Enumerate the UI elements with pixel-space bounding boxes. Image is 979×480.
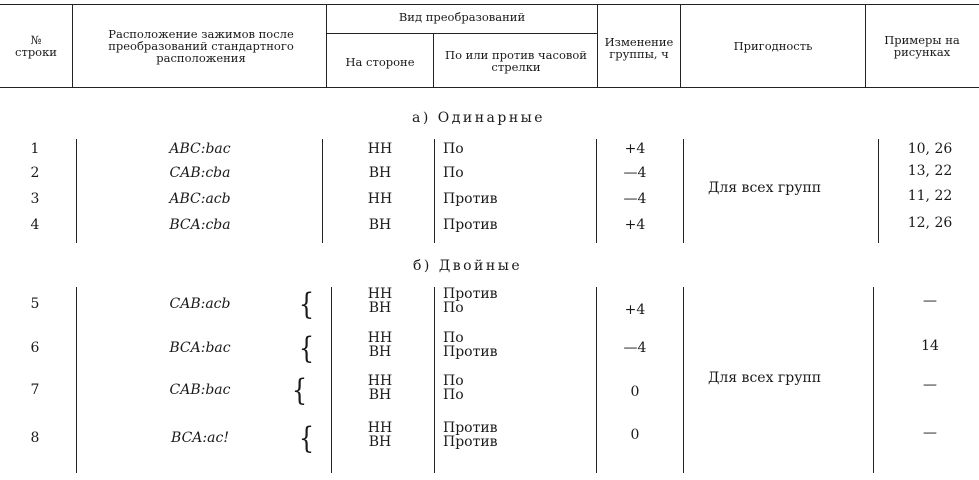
header-examples: Примеры на рисунках	[884, 33, 960, 59]
single-sep-5	[683, 139, 684, 243]
group-change: +4	[624, 302, 646, 318]
arrangement: ABC:bac	[169, 141, 231, 157]
section-single-title: а) Одинарные	[412, 110, 546, 126]
section-double-title: б) Двойные	[413, 258, 523, 274]
examples: 14	[921, 338, 939, 354]
arrangement: BCA:bac	[169, 340, 231, 356]
arrangement: BCA:ac!	[171, 430, 229, 446]
group-change: +4	[624, 217, 646, 233]
row-no: 2	[30, 165, 40, 181]
group-change: 0	[630, 427, 640, 443]
examples: 11, 22	[907, 188, 953, 204]
arrangement: ABC:acb	[169, 191, 231, 207]
side-2: ВН	[368, 434, 392, 450]
group-change: —4	[623, 191, 647, 207]
direction: По	[443, 141, 464, 157]
direction-1: Против	[443, 420, 498, 436]
arrangement: BCA:cba	[169, 217, 231, 233]
suitability-single: Для всех групп	[708, 180, 822, 196]
double-sep-2	[331, 287, 332, 473]
row-no: 5	[30, 296, 40, 312]
examples: —	[923, 293, 937, 309]
double-sep-4	[596, 287, 597, 473]
brace-icon: {	[298, 287, 315, 322]
single-sep-2	[322, 139, 323, 243]
header-sep-6	[865, 4, 866, 87]
group-change: —4	[623, 165, 647, 181]
single-sep-6	[878, 139, 879, 243]
side: ВН	[368, 165, 392, 181]
header-suitability: Пригодность	[733, 39, 813, 53]
direction-2: По	[443, 387, 464, 403]
side: ВН	[368, 217, 392, 233]
row-no: 3	[30, 191, 40, 207]
double-sep-6	[873, 287, 874, 473]
header-top-rule	[0, 4, 979, 5]
header-arrangement: Расположение зажимов после преобразований стандартного расположения	[108, 27, 294, 65]
single-sep-3	[434, 139, 435, 243]
double-sep-3	[434, 287, 435, 473]
header-row-no: № строки	[15, 33, 57, 59]
header-on-side: На стороне	[345, 55, 415, 69]
brace-icon: {	[291, 373, 308, 408]
examples: 10, 26	[907, 141, 953, 157]
side-1: НН	[367, 330, 393, 346]
direction-1: Против	[443, 286, 498, 302]
single-sep-1	[76, 139, 77, 243]
arrangement: CAB:cba	[169, 165, 231, 181]
brace-icon: {	[298, 331, 315, 366]
examples: 13, 22	[907, 163, 953, 179]
direction-2: Против	[443, 344, 498, 360]
suitability-double: Для всех групп	[708, 370, 822, 386]
side-2: ВН	[368, 300, 392, 316]
direction: Против	[443, 191, 498, 207]
side-1: НН	[367, 420, 393, 436]
header-direction: По или против часовой стрелки	[445, 48, 587, 74]
arrangement: CAB:acb	[169, 296, 231, 312]
side-2: ВН	[368, 344, 392, 360]
examples: 12, 26	[907, 215, 953, 231]
header-sep-1	[72, 4, 73, 87]
double-sep-5	[683, 287, 684, 473]
brace-icon: {	[298, 421, 315, 456]
direction-2: Против	[443, 434, 498, 450]
direction-2: По	[443, 300, 464, 316]
row-no: 6	[30, 340, 40, 356]
header-bottom-rule	[0, 87, 979, 88]
side-1: НН	[367, 286, 393, 302]
direction-1: По	[443, 373, 464, 389]
row-no: 7	[30, 382, 40, 398]
row-no: 4	[30, 217, 40, 233]
side-1: НН	[367, 373, 393, 389]
header-transform-kind: Вид преобразований	[398, 10, 526, 24]
direction: Против	[443, 217, 498, 233]
side: НН	[367, 191, 393, 207]
arrangement: CAB:bac	[169, 382, 231, 398]
header-sep-2	[326, 4, 327, 87]
header-group-change: Изменение группы, ч	[604, 35, 674, 61]
row-no: 8	[30, 430, 40, 446]
double-sep-1	[76, 287, 77, 473]
header-sep-3	[433, 33, 434, 87]
direction: По	[443, 165, 464, 181]
group-change: 0	[630, 384, 640, 400]
examples: —	[923, 425, 937, 441]
direction-1: По	[443, 330, 464, 346]
header-sep-4	[597, 4, 598, 87]
single-sep-4	[596, 139, 597, 243]
header-sep-5	[680, 4, 681, 87]
side: НН	[367, 141, 393, 157]
row-no: 1	[30, 141, 40, 157]
examples: —	[923, 377, 937, 393]
group-change: +4	[624, 141, 646, 157]
side-2: ВН	[368, 387, 392, 403]
group-change: —4	[623, 340, 647, 356]
header-sub-rule	[326, 33, 597, 34]
